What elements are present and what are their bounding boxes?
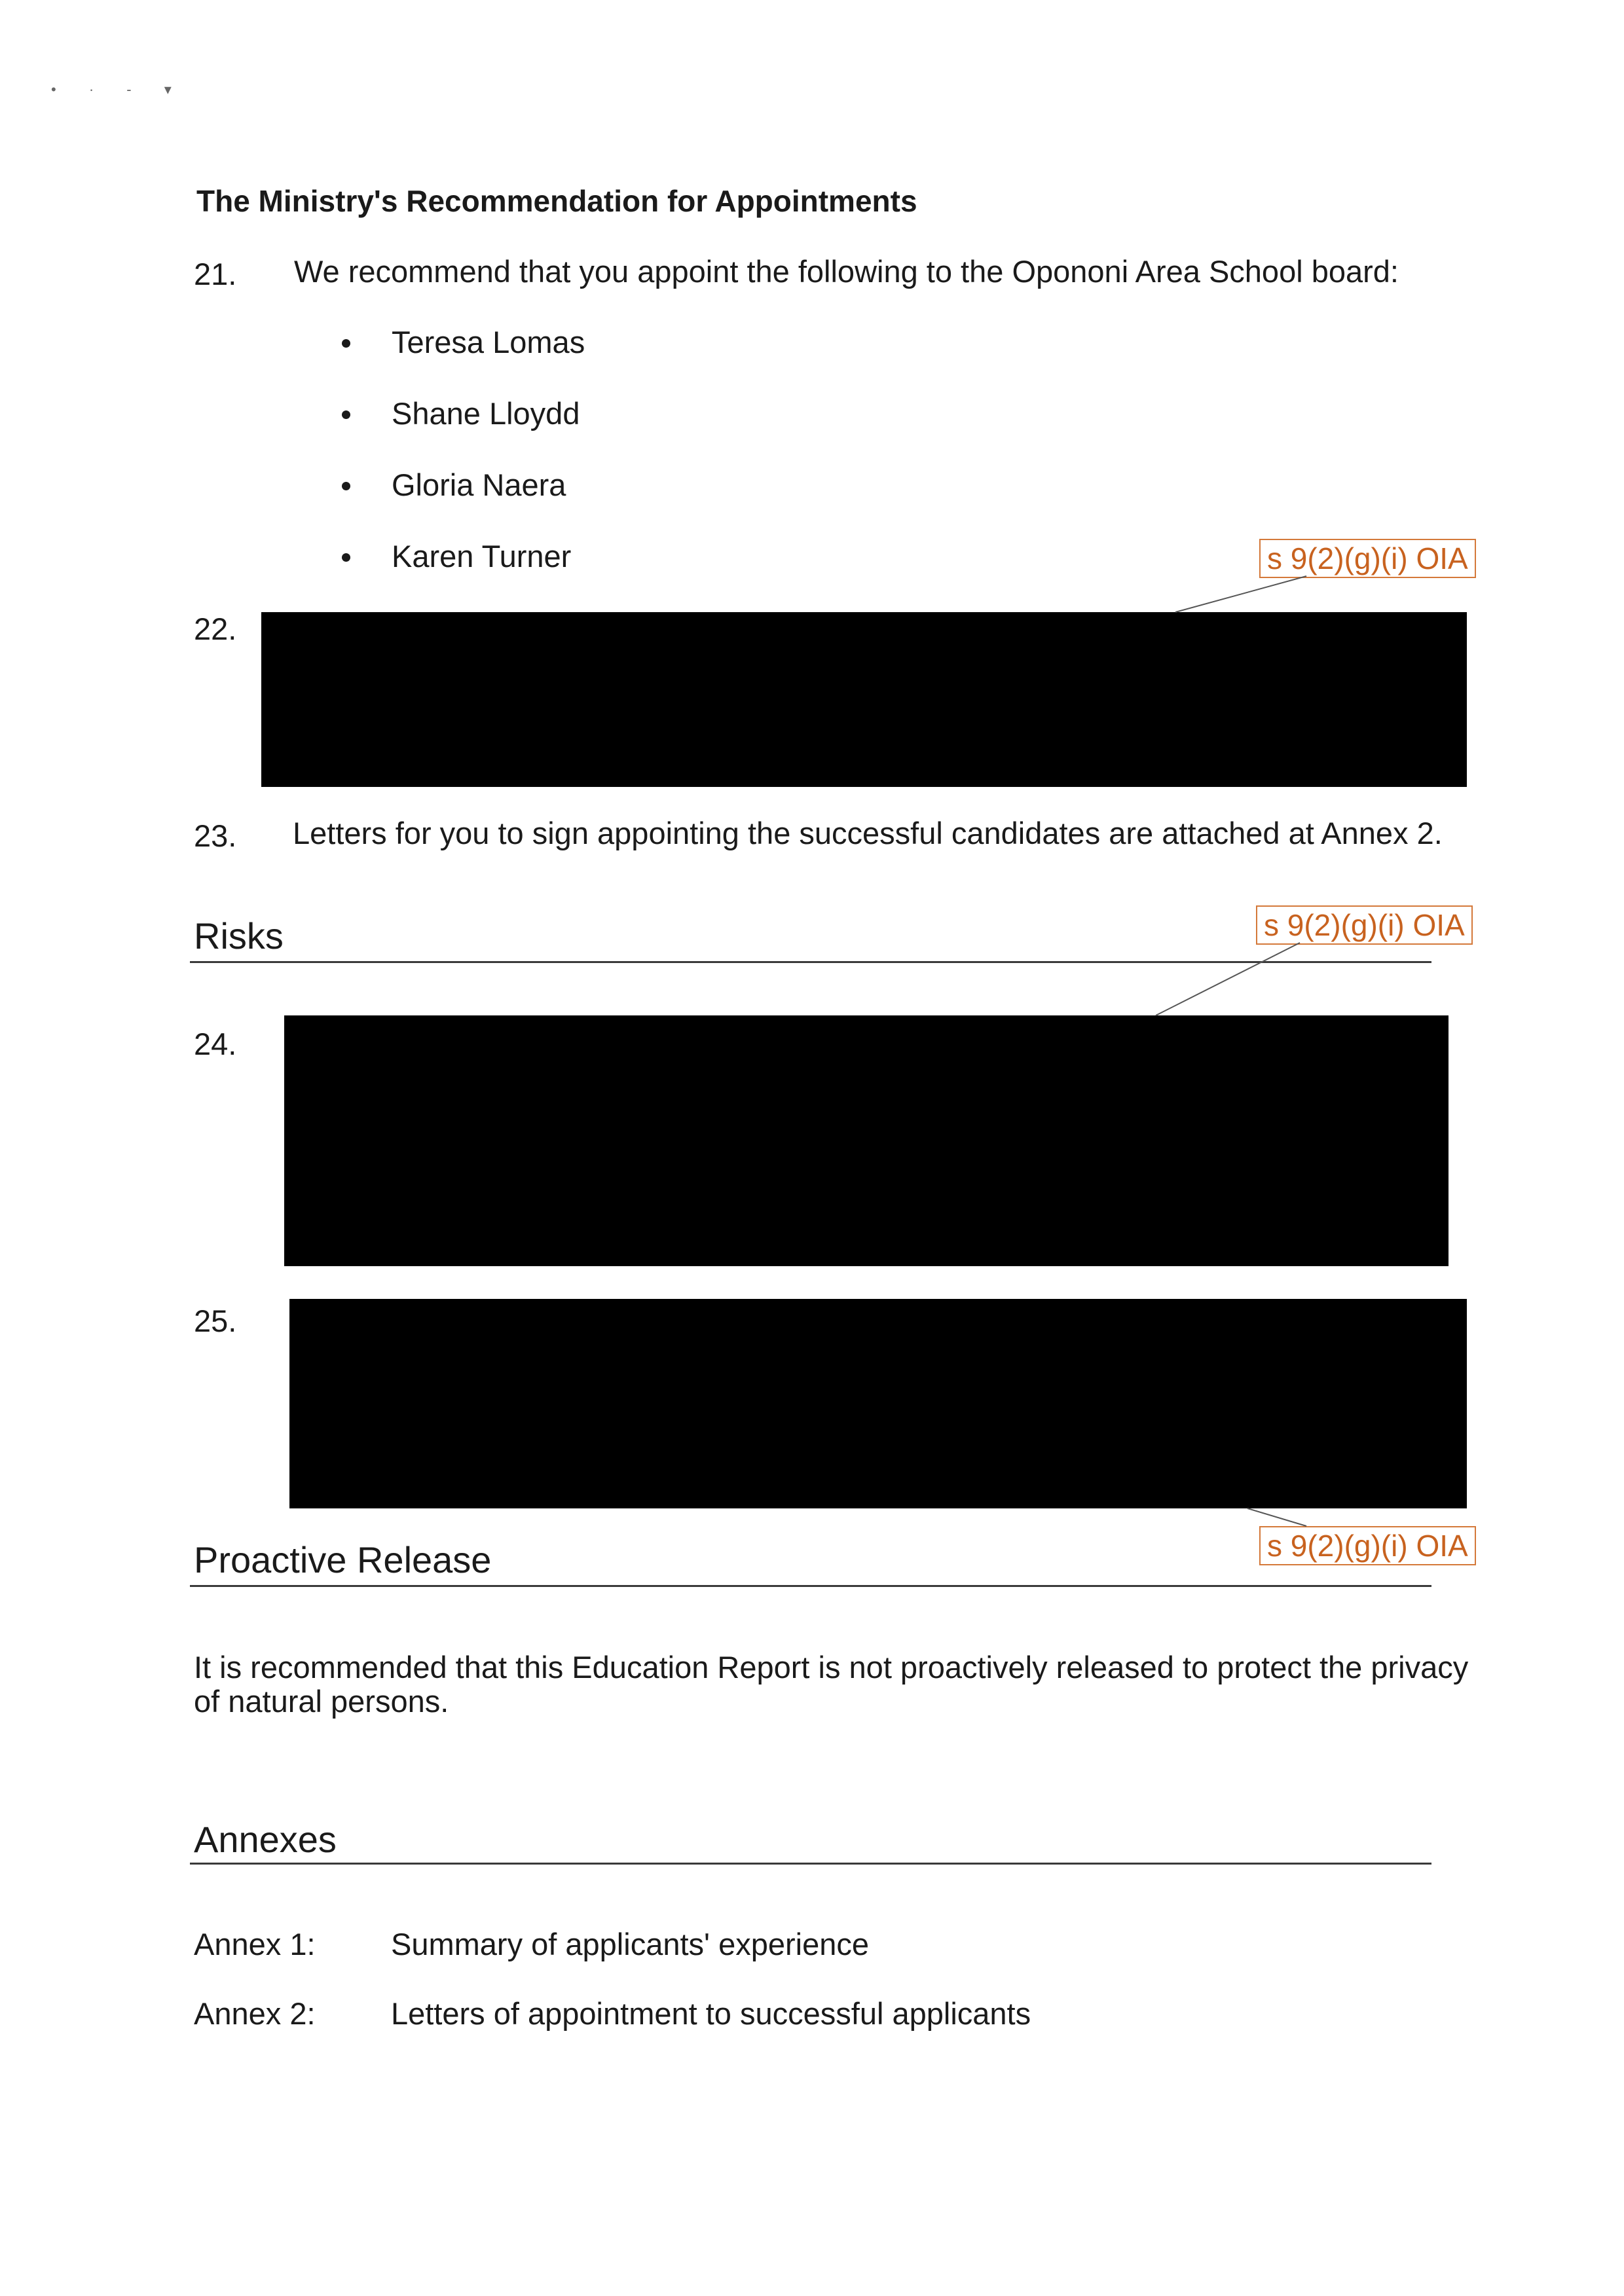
appointee-item: Teresa Lomas bbox=[392, 325, 585, 359]
risks-heading: Risks bbox=[194, 915, 284, 957]
oia-redaction-tag: s 9(2)(g)(i) OIA bbox=[1256, 905, 1473, 945]
release-text-line-2: of natural persons. bbox=[194, 1684, 449, 1719]
section-divider bbox=[190, 1863, 1431, 1865]
annex-description: Letters of appointment to successful applicants bbox=[391, 1996, 1031, 2031]
appointee-item: Karen Turner bbox=[392, 539, 572, 574]
redaction-block bbox=[261, 612, 1467, 787]
bullet-icon bbox=[342, 482, 350, 490]
annexes-heading: Annexes bbox=[194, 1819, 337, 1860]
annex-label: Annex 1: bbox=[194, 1927, 316, 1961]
bullet-icon bbox=[342, 410, 350, 419]
redaction-block bbox=[289, 1299, 1467, 1508]
bullet-icon bbox=[342, 553, 350, 562]
bullet-icon bbox=[342, 339, 350, 348]
para-22-number: 22. bbox=[194, 611, 237, 646]
oia-redaction-tag: s 9(2)(g)(i) OIA bbox=[1259, 1526, 1476, 1565]
annex-label: Annex 2: bbox=[194, 1996, 316, 2031]
para-25-number: 25. bbox=[194, 1303, 237, 1338]
section-divider bbox=[190, 961, 1431, 963]
para-21-text: We recommend that you appoint the following to the Opononi Area School board: bbox=[294, 254, 1399, 289]
para-24-number: 24. bbox=[194, 1027, 237, 1061]
appointee-item: Shane Lloydd bbox=[392, 396, 580, 431]
redaction-block bbox=[284, 1015, 1449, 1266]
para-23-text: Letters for you to sign appointing the successful candidates are attached at Annex 2. bbox=[293, 816, 1443, 850]
section-divider bbox=[190, 1585, 1431, 1587]
release-text-line-1: It is recommended that this Education Report is not proactively released to protect the privacy bbox=[194, 1650, 1469, 1685]
oia-redaction-tag: s 9(2)(g)(i) OIA bbox=[1259, 539, 1476, 578]
appointee-item: Gloria Naera bbox=[392, 467, 566, 502]
proactive-release-heading: Proactive Release bbox=[194, 1539, 492, 1580]
para-23-number: 23. bbox=[194, 818, 237, 853]
annex-description: Summary of applicants' experience bbox=[391, 1927, 869, 1961]
scan-marks: • · - ▾ bbox=[51, 81, 186, 98]
recommendation-heading: The Ministry's Recommendation for Appointments bbox=[196, 184, 917, 218]
para-21-number: 21. bbox=[194, 257, 237, 291]
